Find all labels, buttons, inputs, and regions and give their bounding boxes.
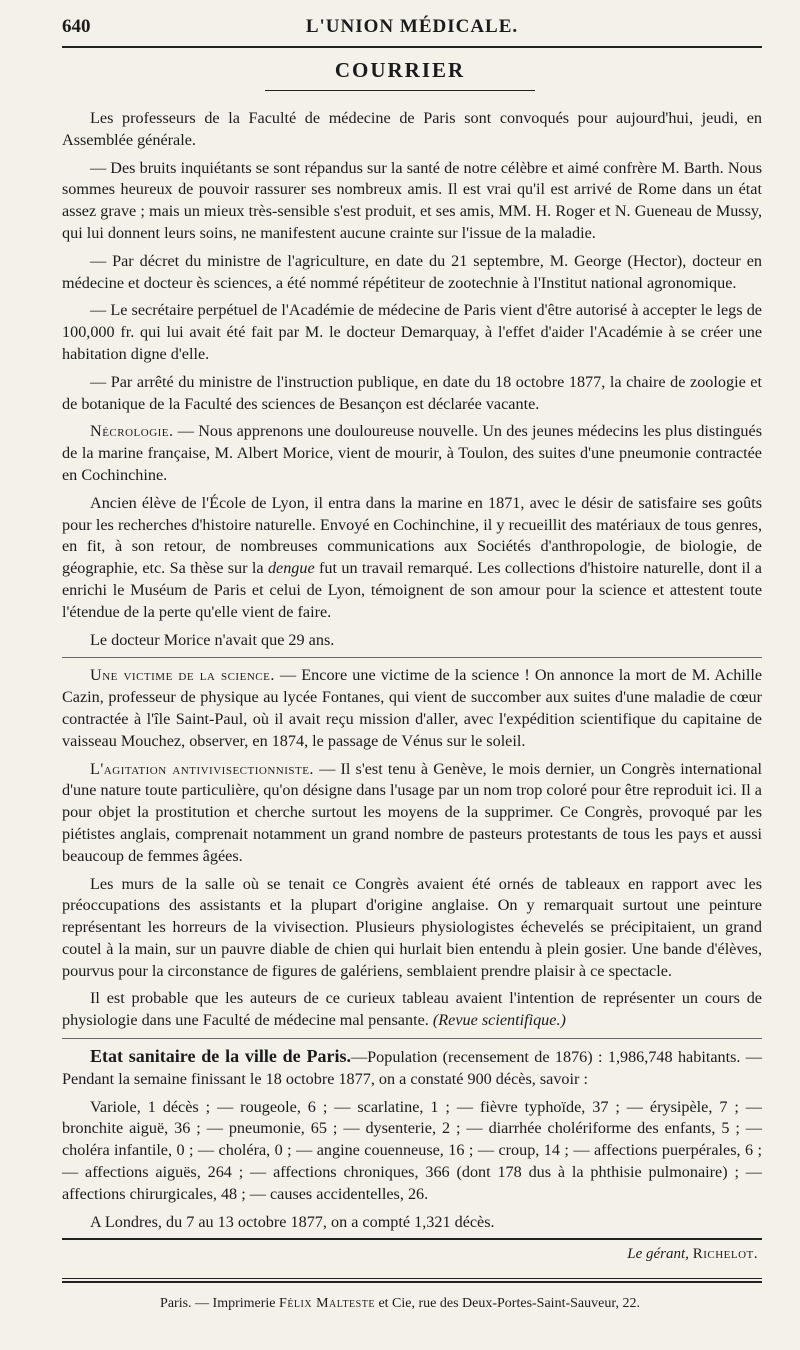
paragraph-morice-age: Le docteur Morice n'avait que 29 ans. bbox=[90, 630, 335, 649]
footer-post: et Cie, rue des Deux-Portes-Saint-Sauveur, 22. bbox=[374, 1296, 640, 1311]
morice-text-b: fut un travail remarqué. Les collections d'histoire naturelle, dont il a enrichi le Muséum de Paris et celui de Lyon, témoignent de son amour pour la science et attestent toute l'étendue de la perte qu'elle vient de faire. bbox=[62, 559, 762, 621]
etat-sanitaire-heading: Etat sanitaire de la ville de Paris. bbox=[90, 1046, 351, 1067]
paragraph-londres: A Londres, du 7 au 13 octobre 1877, on a compté 1,321 décès. bbox=[90, 1212, 495, 1231]
paragraph-cazin bbox=[62, 665, 762, 752]
paragraph-decret: — Par décret du ministre de l'agriculture, en date du 21 septembre, M. George (Hector), docteur en médecine et docteur ès sciences, a été nommé répétiteur de zootechnie à l'Institut national agronomique. bbox=[62, 251, 762, 292]
header-rule bbox=[62, 46, 762, 48]
page-number: 640 bbox=[62, 16, 91, 37]
separator bbox=[62, 657, 762, 658]
journal-title: L'UNION MÉDICALE. bbox=[305, 16, 519, 37]
separator bbox=[62, 1038, 762, 1039]
paragraph-etat-sanitaire bbox=[62, 1046, 762, 1091]
title-underline bbox=[265, 90, 535, 91]
paragraph-chaire: — Par arrêté du ministre de l'instruction publique, en date du 18 octobre 1877, la chaire de zoologie et de botanique de la Faculté des sciences de Besançon est déclarée vacante. bbox=[62, 372, 762, 413]
signature bbox=[627, 1246, 758, 1263]
signature-name: Richelot. bbox=[692, 1246, 758, 1262]
paragraph-murs: Les murs de la salle où se tenait ce Congrès avaient été ornés de tableaux en rapport avec les préoccupations des assistants et la plupart d'origine anglaise. On y remarquait surtout une peinture représentant les horreurs de la vivisection. Plusieurs physiologistes échevelés se précipitaient, un grand coutel à la main, sur un pauvre diable de chien qui hurlait bien entendu à plein gosier. Une bande d'élèves, pourvus pour la circonstance de figures de galériens, semblaient prendre plaisir à ce spectacle. bbox=[62, 874, 762, 980]
paragraph-morice bbox=[62, 493, 762, 624]
necrologie-text: — Nous apprenons une douloureuse nouvelle. Un des jeunes médecins les plus distingués de la marine française, M. Albert Morice, vient de mourir, à Toulon, des suites d'une pneumonie contractée en Cochinchine. bbox=[62, 422, 762, 484]
auteurs-text: Il est probable que les auteurs de ce curieux tableau avaient l'intention de représenter un cours de physiologie dans une Faculté de médecine mal pensante. bbox=[62, 989, 762, 1030]
paragraph-faculte: Les professeurs de la Faculté de médecine de Paris sont convoqués pour aujourd'hui, jeudi, en Assemblée générale. bbox=[62, 109, 762, 149]
necrologie-heading: Nécrologie. bbox=[90, 422, 174, 441]
footer-rule-top bbox=[62, 1278, 762, 1279]
agitation-heading: L'agitation antivivisectionniste. bbox=[90, 759, 314, 778]
footer-pre: Paris. — Imprimerie bbox=[160, 1296, 280, 1311]
agitation-text: — Il s'est tenu à Genève, le mois dernier, un Congrès international d'une nature toute particulière, qu'on désigne dans l'usage par un nom trop coloré pour être reproduit ici. Il a pour objet la prostitution et cherche surtout les moyens de la supprimer. Ce Congrès, provoqué par les piétistes anglais, comprenait notamment un grand nombre de pasteurs protestants de tous les pays et aussi beaucoup de femmes âgées. bbox=[62, 759, 762, 865]
printer-footer bbox=[0, 1296, 800, 1312]
paragraph-legs: — Le secrétaire perpétuel de l'Académie de médecine de Paris vient d'être autorisé à accepter le legs de 100,000 fr. qui lui avait été fait par M. le docteur Demarquay, à l'effet d'aider l'Académie à se créer une habitation digne d'elle. bbox=[62, 301, 762, 363]
paragraph-deces: Variole, 1 décès ; — rougeole, 6 ; — scarlatine, 1 ; — fièvre typhoïde, 37 ; — érysipèle, 7 ; — bronchite aiguë, 36 ; — pneumonie, 65 ; — dysenterie, 2 ; — diarrhée cholériforme des enfants, 5 ; — choléra infantile, 0 ; — choléra, 0 ; — angine couenneuse, 16 ; — croup, 14 ; — affections puerpérales, 6 ; — affections aiguës, 264 ; — affections chroniques, 366 (dont 178 dus à la phthisie pulmonaire) ; — affections chirurgicales, 48 ; — causes accidentelles, 26. bbox=[62, 1097, 762, 1203]
morice-text-a: Ancien élève de l'École de Lyon, il entra dans la marine en 1871, avec le désir de satisfaire ses goûts pour les recherches d'histoire naturelle. Envoyé en Cochinchine, il y recueillit des matériaux de tous genres, en fit, à son retour, de nombreuses communications aux Sociétés d'anthropologie, de biologie, de géographie, etc. Sa thèse sur la bbox=[62, 493, 762, 578]
morice-dengue: dengue bbox=[267, 559, 315, 578]
footer-printer: Félix Malteste bbox=[279, 1296, 375, 1311]
article-body bbox=[62, 108, 762, 1239]
cazin-text: — Encore une victime de la science ! On annonce la mort de M. Achille Cazin, professeur de physique au lycée Fontanes, qui vient de succomber aux suites d'une maladie de cœur contractée à l'île Saint-Paul, où il avait reçu mission d'aller, avec l'expédition scientifique du capitaine de vaisseau Mouchez, observer, en 1874, le passage de Vénus sur le soleil. bbox=[62, 666, 763, 750]
paragraph-necrologie bbox=[62, 421, 762, 486]
signature-label: Le gérant, bbox=[627, 1246, 689, 1262]
signature-rule bbox=[62, 1238, 762, 1240]
source-citation: (Revue scientifique.) bbox=[432, 1011, 566, 1030]
page-header bbox=[62, 16, 762, 42]
footer-rule-bottom bbox=[62, 1281, 762, 1283]
section-title: COURRIER bbox=[334, 58, 466, 82]
paragraph-agitation bbox=[62, 759, 762, 868]
paragraph-auteurs bbox=[62, 988, 762, 1032]
cazin-heading: Une victime de la science. bbox=[90, 666, 275, 685]
etat-sanitaire-text: —Population (recensement de 1876) : 1,986,748 habitants. — Pendant la semaine finissant le 18 octobre 1877, on a constaté 900 décès, savoir : bbox=[62, 1048, 762, 1088]
paragraph-barth: — Des bruits inquiétants se sont répandus sur la santé de notre célèbre et aimé confrère M. Barth. Nous sommes heureux de pouvoir rassurer ses nombreux amis. Il est vrai qu'il est arrivé de Rome dans un état assez grave ; mais un mieux très-sensible s'est produit, et ses amis, MM. H. Roger et N. Gueneau de Mussy, qui lui donnent leurs soins, ne manifestent aucune crainte sur l'issue de la maladie. bbox=[62, 158, 762, 242]
